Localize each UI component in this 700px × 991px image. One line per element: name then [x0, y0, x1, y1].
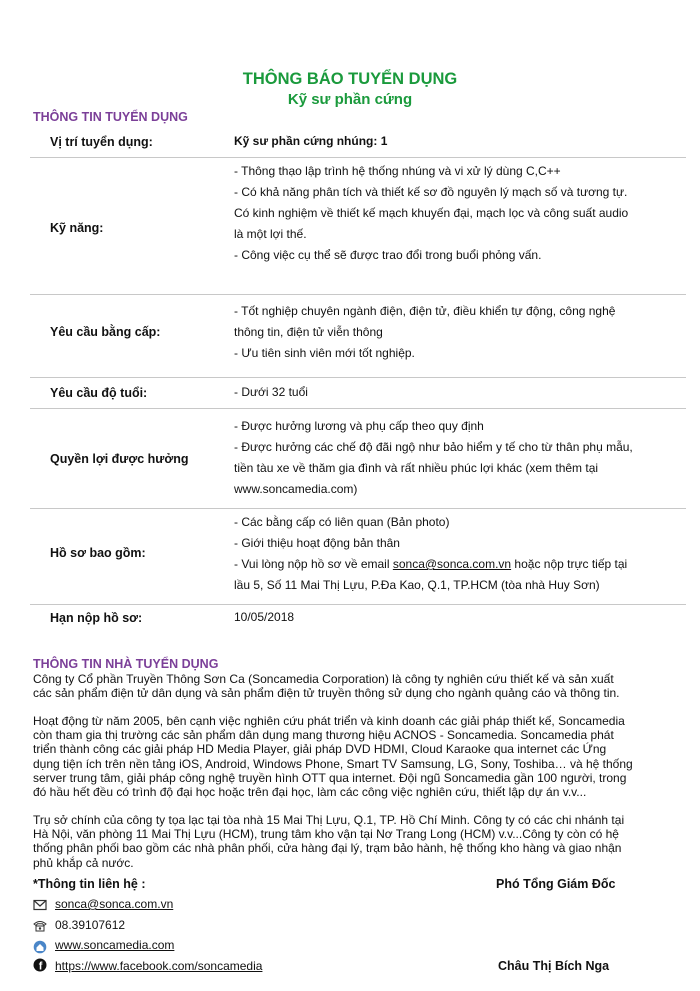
contact-phone: 08.39107612: [55, 918, 126, 932]
row-label: Yêu cầu độ tuổi:: [50, 386, 148, 400]
page-title: THÔNG BÁO TUYỂN DỤNG: [242, 70, 458, 88]
value-line: - Được hưởng lương và phụ cấp theo quy định: [234, 419, 484, 433]
signer-name: Châu Thị Bích Nga: [498, 959, 610, 973]
value-line: - Thông thạo lập trình hệ thống nhúng và vi xử lý dùng C,C++: [234, 164, 561, 178]
text-line: server trung tâm, giải pháp công nghệ truyền hình OTT qua internet. Đội ngũ Soncamedia gần 100 người, trong: [33, 770, 627, 785]
svg-text:f: f: [38, 960, 43, 972]
value-line: [234, 554, 684, 575]
contact-web-link[interactable]: www.soncamedia.com: [55, 938, 175, 952]
section-heading-company: THÔNG TIN NHÀ TUYỂN DỤNG: [33, 657, 219, 671]
company-paragraph-3: [33, 813, 689, 870]
contact-email-row: [33, 897, 173, 911]
table-row: [30, 126, 686, 158]
email-prefix: - Vui lòng nộp hồ sơ về email: [234, 557, 393, 571]
contact-email-link[interactable]: sonca@sonca.com.vn: [55, 897, 174, 911]
row-value: [234, 416, 684, 500]
section-heading-job: THÔNG TIN TUYỂN DỤNG: [33, 110, 188, 124]
contact-facebook-row: [33, 958, 262, 973]
value-line: - Các bằng cấp có liên quan (Bản photo): [234, 515, 450, 529]
contact-phone-row: [33, 918, 125, 932]
row-label: Vị trí tuyển dụng:: [50, 135, 153, 149]
value-line: - Tốt nghiệp chuyên ngành điện, điện tử, điều khiển tự động, công nghệ: [234, 304, 616, 318]
value-line: - Được hưởng các chế độ đãi ngộ như bảo hiểm y tế cho từ thân phụ mẫu,: [234, 440, 633, 454]
text-line: Hà Nội, văn phòng 11 Mai Thị Lựu (HCM), trung tâm kho vận tại Nơ Trang Long (HCM) v.v...Công ty còn có hệ: [33, 827, 619, 842]
value-line: - Giới thiệu hoạt động bản thân: [234, 536, 400, 550]
email-suffix: hoặc nộp trực tiếp tại: [511, 557, 628, 571]
page-subtitle: Kỹ sư phần cứng: [287, 91, 413, 108]
row-label: Hồ sơ bao gồm:: [50, 546, 146, 560]
signer-title: Phó Tổng Giám Đốc: [496, 877, 616, 891]
text-line: đó hầu hết đều có trình độ đại học hoặc trên đại học, làm các công việc nghiên cứu, thiết lập dự án v.v...: [33, 785, 587, 800]
value-line: là một lợi thế.: [234, 227, 307, 241]
globe-icon: [33, 940, 47, 952]
table-row: [30, 157, 686, 295]
table-row: [30, 377, 686, 409]
value-line: - Dưới 32 tuổi: [234, 385, 308, 399]
text-line: thống phân phối bao gồm các nhà phân phối, cửa hàng đại lý, trạm bảo hành, hệ thống kho hàng và giao nhận: [33, 841, 622, 856]
contact-heading: *Thông tin liên hệ :: [33, 877, 146, 891]
value-line: Kỹ sư phần cứng nhúng: 1: [234, 134, 388, 148]
table-row: [30, 408, 686, 509]
value-line: www.soncamedia.com): [234, 482, 358, 496]
text-line: các sản phẩm điện tử dân dụng và sản phẩm điện tử truyền thông sử dụng cho ngành quảng cáo và thông tin.: [33, 686, 620, 701]
value-line: - Công việc cụ thể sẽ được trao đổi trong buổi phỏng vấn.: [234, 248, 542, 262]
table-row: [30, 604, 686, 630]
value-line: lầu 5, Số 11 Mai Thị Lựu, P.Đa Kao, Q.1, TP.HCM (tòa nhà Huy Sơn): [234, 578, 600, 592]
table-row: [30, 294, 686, 378]
text-line: Trụ sở chính của công ty tọa lạc tại tòa nhà 15 Mai Thị Lựu, Q.1, TP. Hồ Chí Minh. Công ty có các chi nhánh tại: [33, 813, 625, 827]
company-paragraph-2: [33, 714, 689, 799]
contact-facebook-link[interactable]: https://www.facebook.com/soncamedia: [55, 959, 263, 973]
facebook-icon: [33, 958, 47, 970]
email-link[interactable]: sonca@sonca.com.vn: [392, 557, 512, 571]
value-line: tiền tàu xe về thăm gia đình và rất nhiều phúc lợi khác (xem thêm tại: [234, 461, 599, 475]
phone-icon: [33, 920, 47, 932]
row-value: [234, 607, 684, 628]
row-value: [234, 131, 684, 152]
text-line: phủ khắp cả nước.: [33, 855, 134, 870]
row-value: [234, 382, 684, 403]
text-line: triển thành công các giải pháp HD Media Player, giải pháp DVD HDMI, Cloud Karaoke qua internet các Ứng: [33, 742, 607, 757]
value-line: Có kinh nghiệm về thiết kế mạch khuyến đại, mạch lọc và công suất audio: [234, 206, 629, 220]
row-label: Kỹ năng:: [50, 221, 104, 235]
text-line: Hoạt động từ năm 2005, bên cạnh việc nghiên cứu phát triển và kinh doanh các giải pháp thiết kế, Soncamedia: [33, 714, 625, 728]
text-line: còn tham gia thị trường các sản phẩm dân dụng mang thương hiệu ACNOS - Soncamedia. Soncamedia phát: [33, 728, 614, 743]
text-line: dụng tiện ích trên nền tảng iOS, Android, Windows Phone, Smart TV Samsung, LG, Sony, Toshiba… và hệ thống: [33, 756, 633, 771]
row-label: Quyền lợi được hưởng: [50, 452, 189, 466]
value-line: thông tin, điện tử viễn thông: [234, 325, 383, 339]
row-label: Yêu cầu bằng cấp:: [50, 325, 161, 339]
row-value: [234, 161, 684, 266]
row-value: [234, 512, 684, 596]
row-value: [234, 301, 684, 364]
row-label: Hạn nộp hồ sơ:: [50, 611, 143, 625]
value-line: 10/05/2018: [234, 610, 295, 624]
value-line: - Có khả năng phân tích và thiết kế sơ đồ nguyên lý mạch số và tương tự.: [234, 185, 628, 199]
text-line: Công ty Cổ phần Truyền Thông Sơn Ca (Soncamedia Corporation) là công ty nghiên cứu thiết kế và sản xuất: [33, 672, 614, 686]
contact-web-row: [33, 938, 174, 952]
mail-icon: [33, 899, 47, 911]
company-paragraph-1: [33, 672, 689, 700]
table-row: [30, 508, 686, 605]
value-line: - Ưu tiên sinh viên mới tốt nghiệp.: [234, 346, 415, 360]
